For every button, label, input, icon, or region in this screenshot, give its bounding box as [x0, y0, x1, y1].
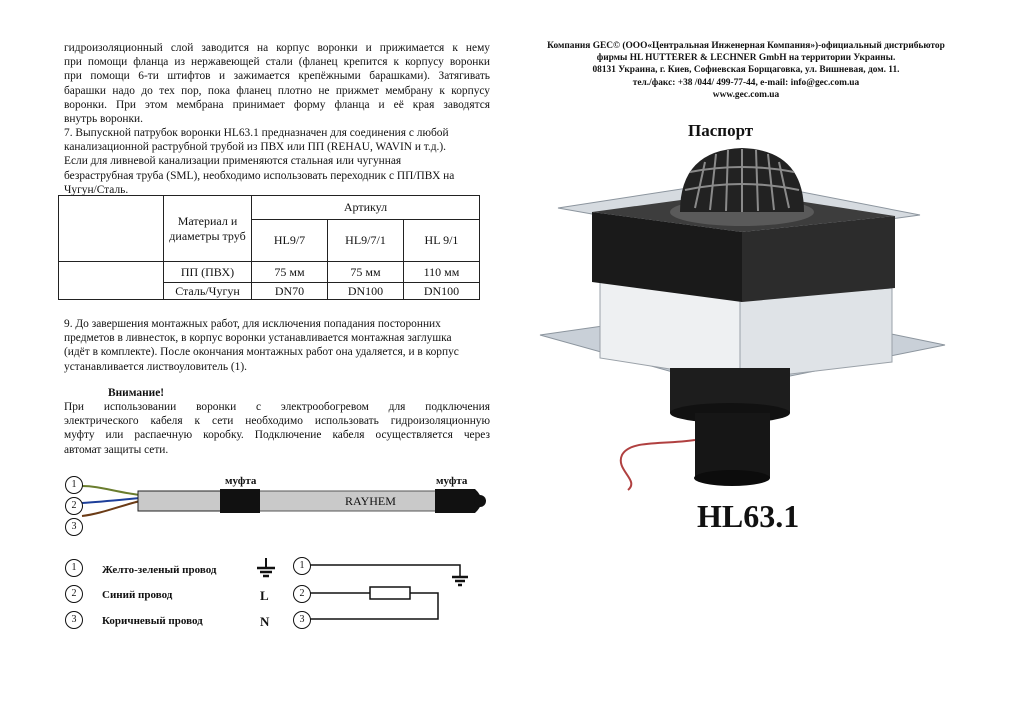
text-line: 7. Выпускной патрубок воронки HL63.1 предназначен для соединения с любой — [64, 127, 449, 139]
page-title: Паспорт — [688, 121, 754, 140]
cable-end-cap — [474, 495, 486, 507]
header-line: 08131 Украина, г. Киев, Софиевская Борщаговка, ул. Вишневая, дом. 11. — [592, 65, 900, 76]
header-line: Компания GEC© (ООО«Центральная Инженерная Компания»)-официальный дистрибьютор — [547, 41, 945, 51]
cable-number-2: 2 — [65, 497, 83, 515]
company-header — [532, 40, 960, 101]
sleeve-label-right: муфта — [436, 475, 468, 487]
circuit-number-2: 2 — [293, 585, 311, 603]
text-line: Чугун/Сталь. — [64, 183, 129, 196]
table-blank-cell — [59, 196, 164, 262]
ground-icon — [254, 556, 278, 582]
text-line: электрического кабеля к сети необходимо использовать гидроизоляционную — [64, 415, 490, 428]
paragraph-9 — [64, 317, 490, 374]
cable-number-3: 3 — [65, 518, 83, 536]
text-line: барашки надо до тех пор, пока фланец плотно не прижмет мембрану к корпусу — [64, 84, 490, 97]
text-line: муфту или распаечную коробку. Подключение кабеля осуществляется через — [64, 429, 490, 442]
cable-brand: RAYHEM — [345, 494, 396, 508]
article-cell: HL 9/1 — [404, 220, 480, 262]
text-line: безраструбная труба (SML), необходимо использовать переходник с ПП/ПВХ на — [64, 169, 455, 182]
legend-label-brown: Коричневый провод — [102, 615, 203, 627]
legend-label-yellow-green: Желто-зеленый провод — [102, 564, 217, 576]
sleeve-label-left: муфта — [225, 475, 257, 487]
article-header: Артикул — [252, 196, 480, 220]
table-row — [59, 262, 480, 283]
header-line: www.gec.com.ua — [712, 89, 780, 100]
value-cell: 110 мм — [404, 262, 480, 283]
material-cell: Сталь/Чугун — [164, 283, 252, 300]
legend-number-2: 2 — [65, 585, 83, 603]
material-cell: ПП (ПВХ) — [164, 262, 252, 283]
value-cell: 75 мм — [328, 262, 404, 283]
insulation-block-side — [740, 288, 892, 380]
article-cell: HL9/7/1 — [328, 220, 404, 262]
neutral-label-n: N — [260, 614, 270, 629]
value-cell: DN100 — [404, 283, 480, 300]
text-line: автомат защиты сети. — [64, 443, 169, 456]
text-line: 9. До завершения монтажных работ, для исключения попадания посторонних — [64, 318, 441, 330]
text-line: воронки. При этом мембрана принимает форму фланца и её края заводятся — [64, 98, 490, 111]
circuit-ground-wire — [310, 565, 460, 575]
model-number: HL63.1 — [697, 498, 800, 534]
cable-number-1: 1 — [65, 476, 83, 494]
text-line: (идёт в комплекте). После окончания монтажных работ она удаляется, и в корпус — [64, 346, 459, 359]
text-line: внутрь воронки. — [64, 113, 143, 126]
text-line: При использовании воронки с электрообогревом для подключения — [64, 401, 490, 413]
table-blank-cell — [59, 262, 164, 300]
attention-title: Внимание! — [108, 387, 165, 399]
paragraph-attention — [64, 400, 490, 457]
paragraph-7 — [64, 126, 490, 197]
text-line: гидроизоляционный слой заводится на корпус воронки и прижимается к нему — [64, 42, 490, 54]
text-line: устанавливается листвоуловитель (1). — [64, 360, 247, 373]
legend-number-3: 3 — [65, 611, 83, 629]
circuit-diagram — [290, 555, 490, 635]
text-line: канализационной раструбной трубой из ПВХ или ПП (REHAU, WAVIN и т.д.). — [64, 141, 447, 154]
header-line: фирмы HL HUTTERER & LECHNER GmbH на территории Украины. — [596, 53, 896, 64]
sleeve-left — [220, 489, 260, 513]
circuit-number-1: 1 — [293, 557, 311, 575]
material-header: Материал и диаметры труб — [164, 196, 252, 262]
value-cell: DN70 — [252, 283, 328, 300]
value-cell: DN100 — [328, 283, 404, 300]
wire-blue — [82, 498, 140, 503]
circuit-number-3: 3 — [293, 611, 311, 629]
header-line: тел./факс: +38 /044/ 499-77-44, e-mail: info@gec.com.ua — [632, 77, 860, 88]
heating-cable-wire — [621, 440, 695, 490]
paragraph-membrane — [64, 41, 490, 126]
outlet-pipe-lower — [695, 413, 770, 478]
value-cell: 75 мм — [252, 262, 328, 283]
text-line: при помощи 6-ти штифтов и зажимается крепёжными барашками). Затягивать — [64, 70, 490, 83]
text-line: предметов в ливнесток, в корпус воронки устанавливается монтажная заглушка — [64, 332, 452, 345]
heating-resistor — [370, 587, 410, 599]
cable-body — [138, 491, 473, 511]
article-table — [58, 195, 480, 300]
legend-label-blue: Синий провод — [102, 589, 173, 601]
wire-yellow-green — [82, 486, 140, 495]
legend-number-1: 1 — [65, 559, 83, 577]
phase-label-l: L — [260, 588, 269, 603]
wire-leads — [82, 486, 140, 516]
article-cell: HL9/7 — [252, 220, 328, 262]
roof-drain-photo — [530, 140, 950, 500]
text-line: Если для ливневой канализации применяются стальная или чугунная — [64, 155, 402, 168]
text-line: при помощи фланца из нержавеющей стали (фланец крепится к корпусу воронки — [64, 56, 490, 69]
